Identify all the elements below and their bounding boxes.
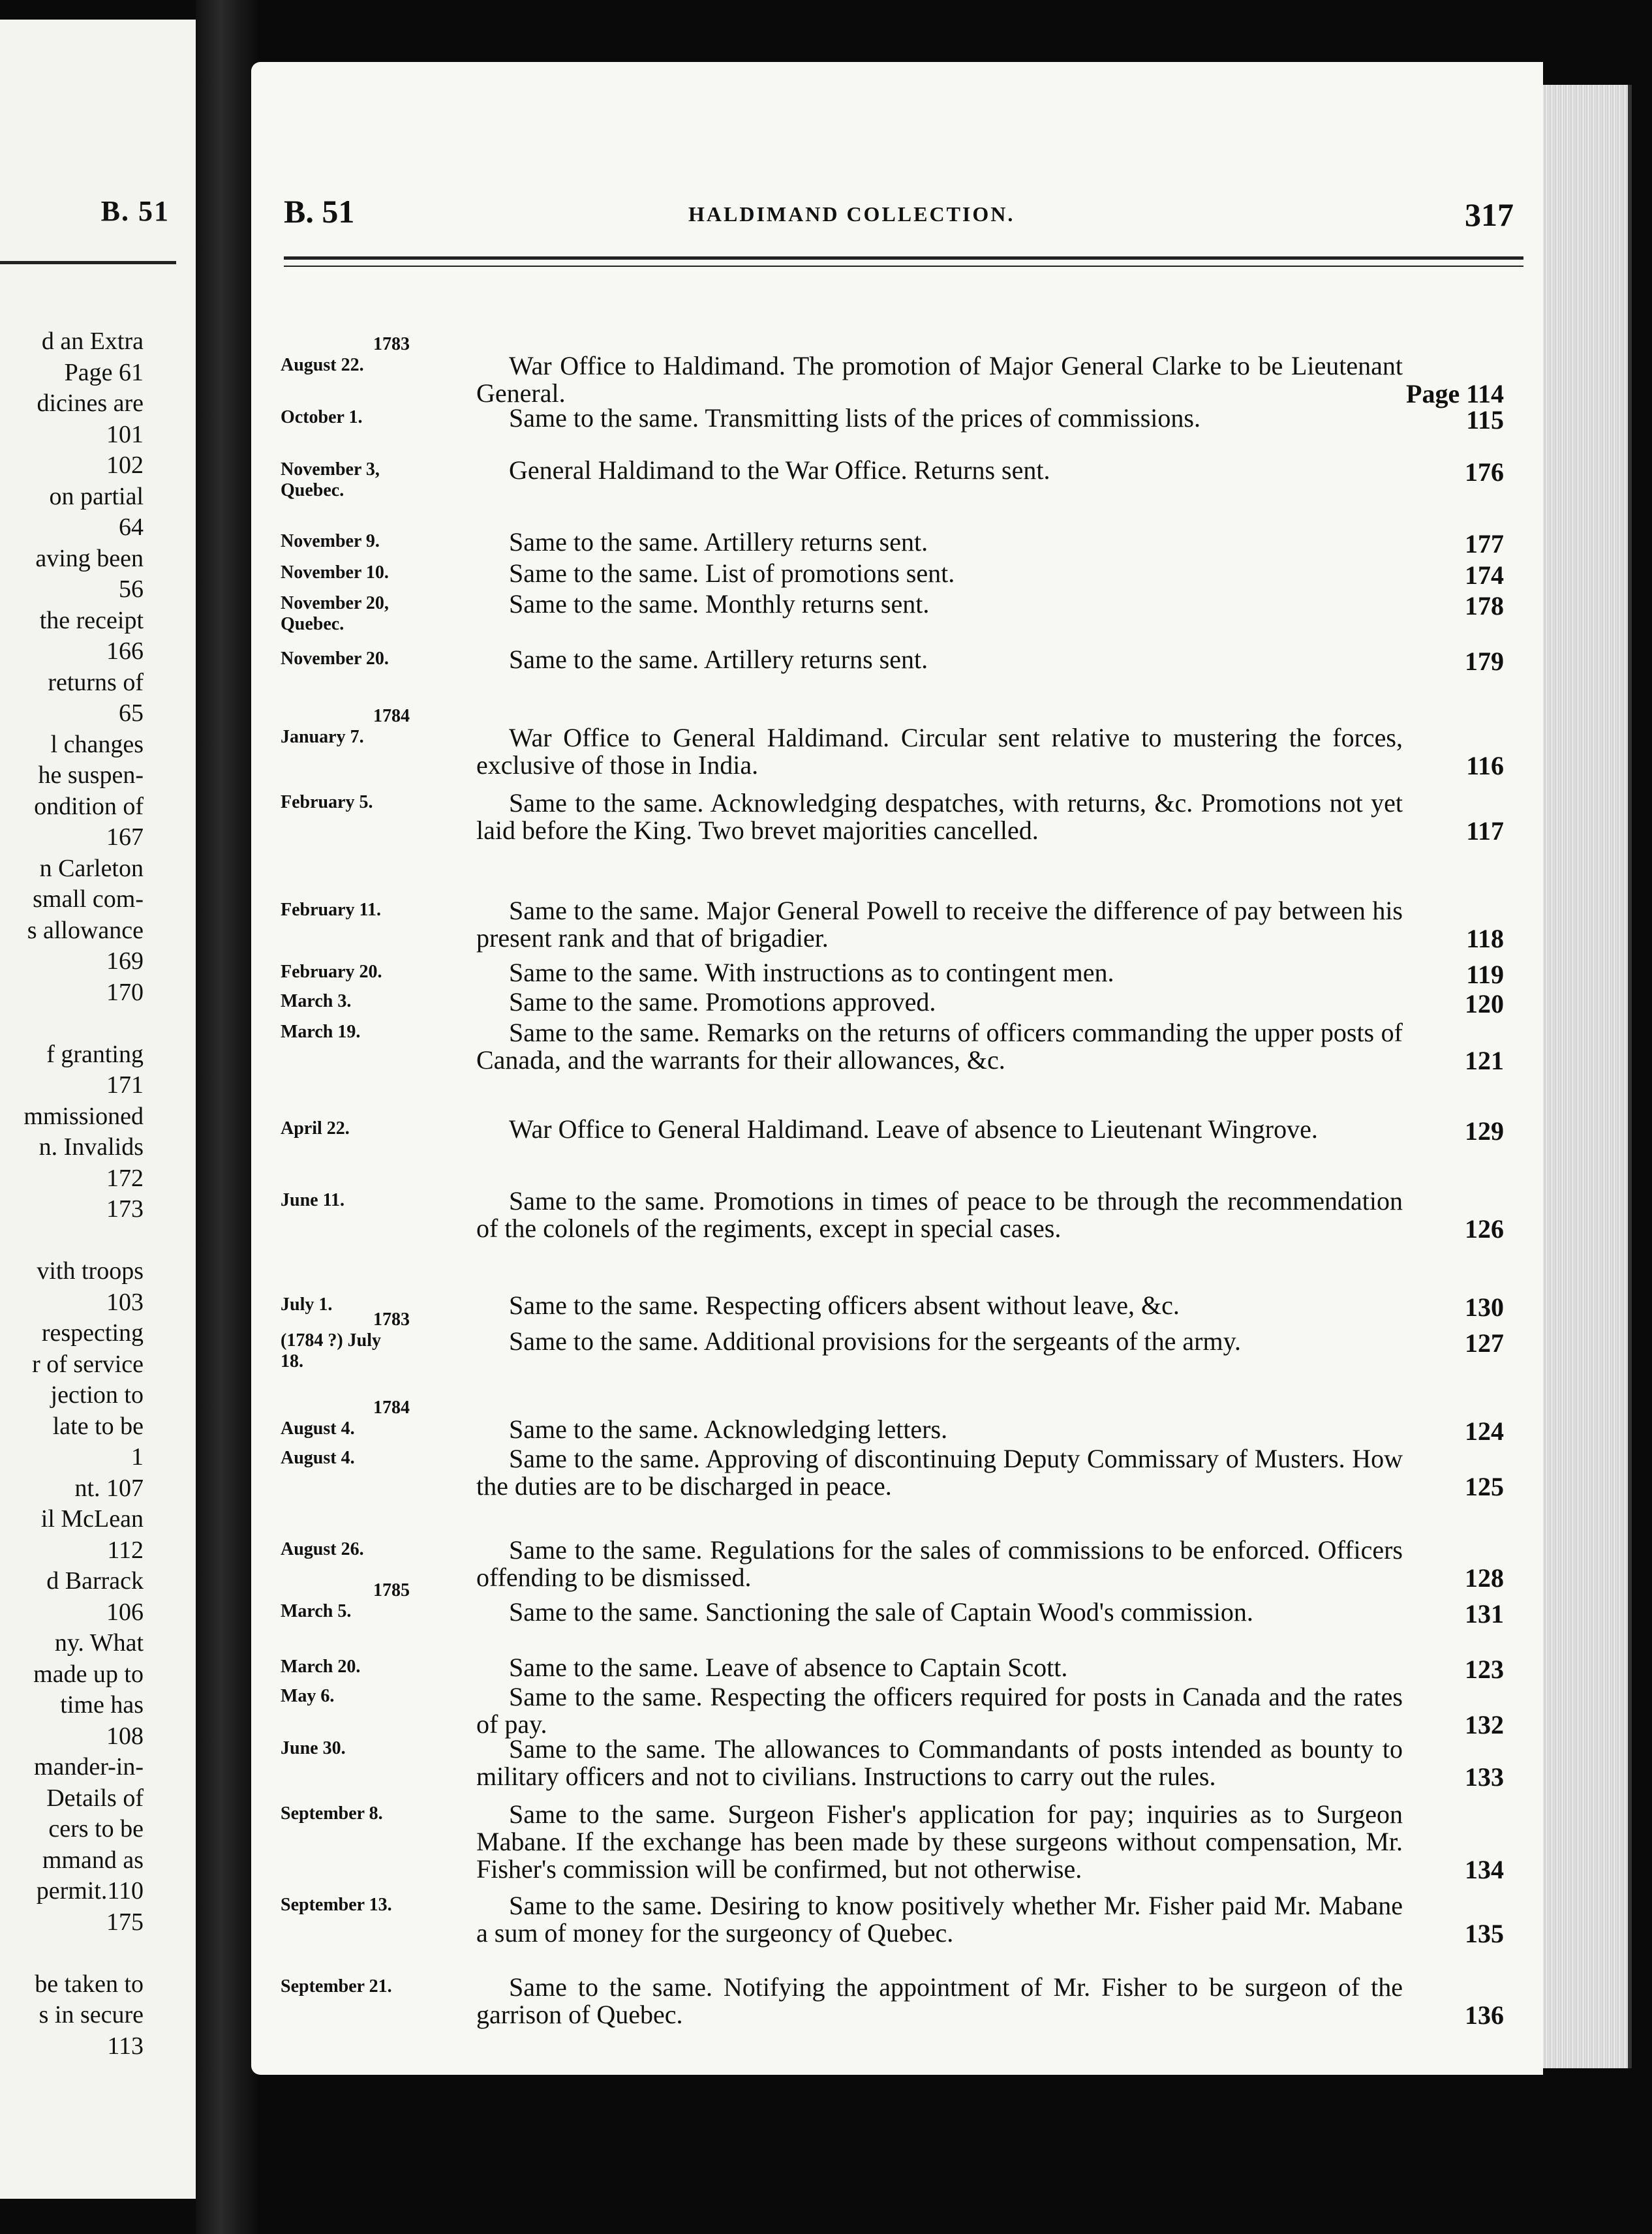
left-page-line: f granting [46,1040,144,1068]
entry-date: March 19. [281,1022,361,1042]
entry-text: Same to the same. Regulations for the sales of commissions to be enforced. Officers offending to be dismissed. [476,1535,1403,1592]
left-page-line: he suspen- [38,761,144,789]
left-page-line: Page 61 [64,358,144,386]
right-page [251,62,1543,2075]
left-page-line: late to be [52,1412,144,1440]
left-page-line: l changes [50,730,144,758]
left-page-line: made up to [33,1660,144,1688]
entry-text: Same to the same. Monthly returns sent. [509,589,930,619]
entry-date: September 21. [281,1976,392,1997]
entry-page-ref: 121 [1465,1046,1504,1075]
left-page-line: n Carleton [39,854,144,882]
header-rule [284,256,1523,260]
entry-date: September 13. [281,1895,392,1915]
entry-text: Same to the same. List of promotions sent. [509,558,955,588]
entry-date: February 11. [281,900,381,920]
entry-text: Same to the same. Respecting officers absent without leave, &c. [509,1291,1180,1320]
left-page-line: ondition of [34,792,144,820]
calendar-entries [281,294,1504,2068]
entry-text: Same to the same. Remarks on the returns of officers commanding the upper posts of Canada, and the warrants for their allowances, &c. [476,1018,1403,1075]
left-page-rule [0,261,176,264]
entry-page-ref: 118 [1466,924,1504,953]
entry-page-ref: 124 [1465,1416,1504,1446]
entry-year: 1784 [373,706,410,726]
entry-date: February 5. [281,792,373,812]
entry-date: January 7. [281,727,364,747]
entry-text: Same to the same. Major General Powell to receive the difference of pay between his present rank and that of brigadier. [476,896,1403,953]
entry-page-ref: 177 [1465,529,1504,558]
left-page-line: 103 [106,1288,144,1316]
entry-page-ref: 128 [1465,1563,1504,1593]
page-title: HALDIMAND COLLECTION. [688,202,1015,226]
entry-year: 1783 [373,1309,410,1330]
entry-date: March 20. [281,1657,361,1677]
left-page-line: 112 [107,1536,144,1564]
left-page-line: small com- [33,885,144,913]
entry-date: September 8. [281,1803,383,1824]
left-page-line: s in secure [38,2001,144,2028]
entry-text: Same to the same. Respecting the officers required for posts in Canada and the rates of pay. [476,1682,1403,1739]
entry-date: November 9. [281,531,380,551]
left-page-line: permit.110 [36,1877,144,1905]
entry-page-ref: Page 114 [1406,379,1504,408]
entry-page-ref: 120 [1465,989,1504,1018]
left-page-line: n. Invalids [38,1133,144,1161]
left-page-line: 171 [106,1071,144,1099]
entry-page-ref: 116 [1466,751,1504,780]
entry-date: October 1. [281,407,363,427]
left-page-line: 173 [106,1195,144,1223]
entry-year: 1784 [373,1398,410,1418]
entry-text: War Office to General Haldimand. Leave of absence to Lieutenant Wingrove. [509,1114,1318,1144]
left-page-line: 106 [106,1598,144,1626]
left-page-line: respecting [41,1319,144,1347]
entry-text: War Office to General Haldimand. Circular sent relative to mustering the forces, exclusive of those in India. [476,723,1403,780]
left-page-line: on partial [49,482,144,510]
entry-text: Same to the same. Artillery returns sent. [509,645,928,674]
entry-page-ref: 178 [1465,591,1504,620]
entry-page-ref: 136 [1465,2000,1504,2030]
left-page-line: aving been [35,544,144,572]
page-edges [1543,85,1632,2068]
entry-date: March 3. [281,991,352,1011]
entry-text: Same to the same. Desiring to know positively whether Mr. Fisher paid Mr. Mabane a sum of money for the surgeoncy of Quebec. [476,1891,1403,1948]
entry-date: August 4. [281,1418,355,1439]
left-page-line: 108 [106,1722,144,1750]
left-page-line: d an Extra [41,328,144,355]
entry-page-ref: 179 [1465,647,1504,676]
entry-date: November 20. [281,649,389,669]
left-page-line: 167 [106,823,144,851]
left-page-line: 1 [131,1443,144,1471]
left-page-line [0,1008,144,1039]
left-page-line: 56 [119,575,144,603]
page-number: 317 [1465,196,1514,233]
entry-page-ref: 135 [1465,1919,1504,1948]
entry-page-ref: 119 [1466,960,1504,989]
entry-text: Same to the same. Notifying the appointment of Mr. Fisher to be surgeon of the garrison of Quebec. [476,1972,1403,2029]
left-page-line: 65 [119,699,144,727]
entry-page-ref: 123 [1465,1655,1504,1684]
entry-page-ref: 130 [1465,1293,1504,1322]
entry-year: 1783 [373,334,410,354]
entry-date: June 30. [281,1738,346,1758]
left-page-line: dicines are [37,390,144,417]
entry-page-ref: 127 [1465,1328,1504,1358]
entry-text: Same to the same. Sanctioning the sale of Captain Wood's commission. [509,1597,1253,1627]
left-page-line: 101 [106,420,144,448]
left-page-line: cers to be [48,1815,144,1843]
entry-date: November 20, Quebec. [281,593,389,634]
entry-date: August 26. [281,1539,364,1559]
entry-page-ref: 125 [1465,1472,1504,1501]
entry-text: Same to the same. Surgeon Fisher's application for pay; inquiries as to Surgeon Mabane. If the exchange has been made by these surgeons without compensation, Mr. Fisher's commission will be confirmed, but not otherwise. [476,1799,1403,1884]
entry-text: Same to the same. Approving of discontinuing Deputy Commissary of Musters. How the duties are to be discharged in peace. [476,1444,1403,1501]
left-page-line: returns of [48,668,144,696]
left-page-line: mmissioned [23,1102,144,1130]
entry-date: August 4. [281,1448,355,1468]
left-page-line: 175 [106,1908,144,1936]
left-page-line: vith troops [37,1257,144,1285]
left-page-line: 102 [106,451,144,479]
left-page-line: jection to [50,1381,144,1409]
left-page-line: be taken to [35,1970,144,1998]
entry-text: Same to the same. The allowances to Commandants of posts intended as bounty to military officers and not to civilians. Instructions to carry out the rules. [476,1734,1403,1791]
entry-text: General Haldimand to the War Office. Returns sent. [509,455,1050,485]
left-page-line: mmand as [42,1846,144,1874]
entry-page-ref: 133 [1465,1762,1504,1792]
left-page-line: 169 [106,947,144,975]
entry-text: Same to the same. Acknowledging letters. [509,1415,948,1444]
entry-text: Same to the same. Promotions in times of peace to be through the recommendation of the colonels of the regiments, except in special cases. [476,1186,1403,1243]
entry-text: Same to the same. Additional provisions for the sergeants of the army. [509,1326,1241,1356]
left-page-fragment [0,20,197,2199]
entry-page-ref: 115 [1466,405,1504,435]
entry-date: June 11. [281,1190,345,1210]
left-page-line: 113 [107,2032,144,2060]
entry-page-ref: 176 [1465,457,1504,487]
left-page-line: il McLean [40,1505,144,1533]
left-page-line: the receipt [39,606,144,634]
left-page-line: ny. What [54,1629,144,1657]
entry-date: November 10. [281,562,389,583]
entry-text: Same to the same. Leave of absence to Captain Scott. [509,1653,1068,1682]
left-page-line [0,1938,144,1969]
left-page-line: r of service [32,1350,144,1378]
entry-text: Same to the same. Artillery returns sent. [509,527,928,557]
left-page-line: mander-in- [33,1753,144,1781]
left-page-text [0,326,144,2062]
entry-page-ref: 117 [1466,816,1504,846]
entry-date: (1784 ?) July 18. [281,1330,381,1371]
entry-date: March 5. [281,1601,352,1621]
left-page-line: 166 [106,637,144,665]
entry-text: Same to the same. With instructions as to contingent men. [509,958,1114,987]
entry-page-ref: 126 [1465,1214,1504,1244]
entry-page-ref: 174 [1465,560,1504,590]
entry-text: Same to the same. Acknowledging despatches, with returns, &c. Promotions not yet laid before the King. Two brevet majorities cancelled. [476,788,1403,845]
left-page-line: 170 [106,978,144,1006]
left-page-code: B. 51 [100,195,170,227]
entry-date: November 3, Quebec. [281,459,380,500]
entry-date: August 22. [281,355,364,375]
entry-page-ref: 129 [1465,1116,1504,1146]
left-page-line: 64 [119,513,144,541]
entry-text: Same to the same. Promotions approved. [509,987,936,1017]
entry-date: April 22. [281,1118,350,1139]
book-gutter [196,0,258,2234]
left-page-line: 172 [106,1164,144,1192]
entry-date: May 6. [281,1686,335,1706]
entry-page-ref: 134 [1465,1855,1504,1884]
entry-text: War Office to Haldimand. The promotion of Major General Clarke to be Lieutenant General. [476,351,1403,408]
left-page-line: Details of [46,1784,144,1812]
entry-text: Same to the same. Transmitting lists of the prices of commissions. [509,403,1201,433]
page-code: B. 51 [284,193,355,230]
left-page-line: nt. 107 [74,1474,144,1502]
entry-page-ref: 132 [1465,1710,1504,1739]
left-page-line: s allowance [27,916,144,944]
entry-date: February 20. [281,962,382,982]
left-page-line: time has [60,1691,144,1719]
header-rule-thin [284,266,1523,267]
left-page-line: d Barrack [46,1567,144,1595]
entry-page-ref: 131 [1465,1599,1504,1629]
entry-date: July 1. [281,1294,333,1315]
left-page-line [0,1225,144,1257]
entry-year: 1785 [373,1580,410,1600]
